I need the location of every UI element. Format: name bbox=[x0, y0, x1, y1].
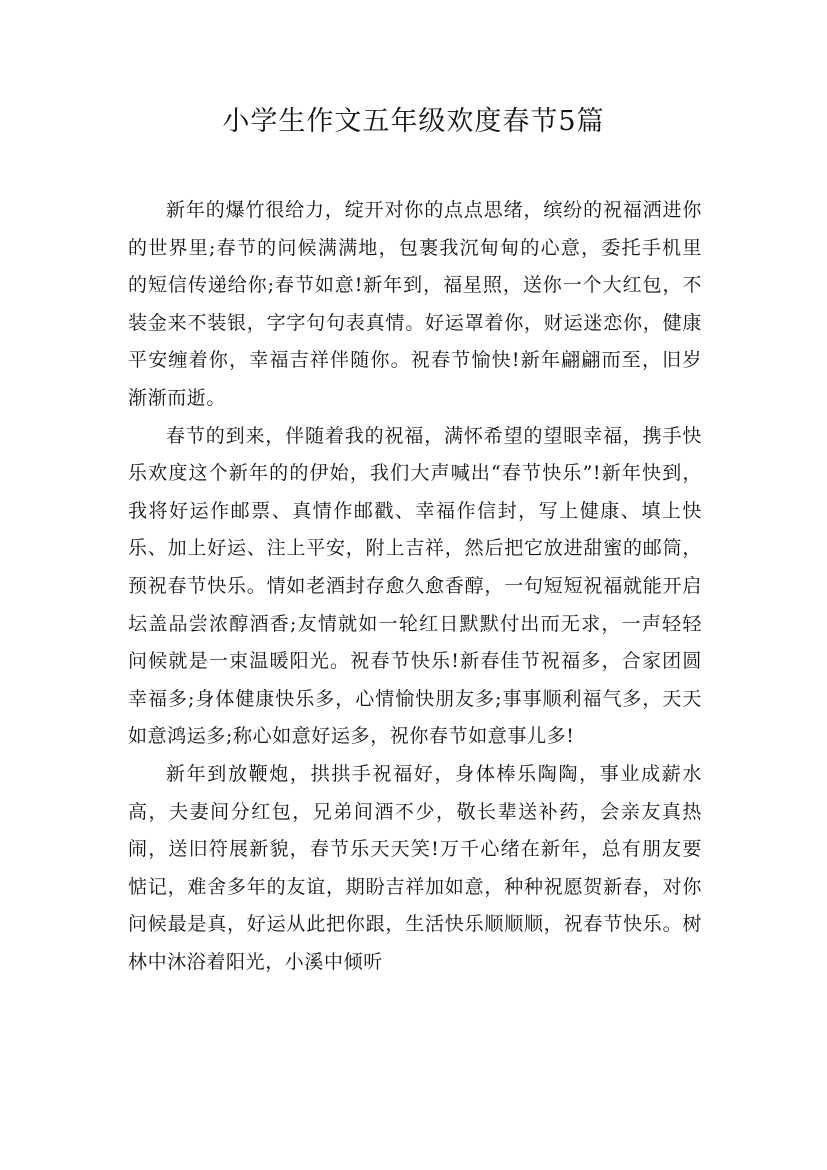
document-title: 小学生作文五年级欢度春节5篇 bbox=[222, 106, 605, 137]
paragraph-3: 新年到放鞭炮，拱拱手祝福好，身体棒乐陶陶，事业成薪水高，夫妻间分红包，兄弟间酒不少，敬长辈送补药，会亲友真热闹，送旧符展新貌，春节乐天天笑!万千心绪在新年，总有朋友要惦记，难舍多年的友谊，期盼吉祥加如意，种种祝愿贺新春，对你问候最是真，好运从此把你跟，生活快乐顺顺顺，祝春节快乐。树林中沐浴着阳光，小溪中倾听 bbox=[128, 762, 702, 973]
paragraph-1: 新年的爆竹很给力，绽开对你的点点思绪，缤纷的祝福洒进你的世界里;春节的问候满满地，包裹我沉甸甸的心意，委托手机里的短信传递给你;春节如意!新年到，福星照，送你一个大红包，不装金来不装银，字字句句表真情。好运罩着你，财运迷恋你，健康平安缠着你，幸福吉祥伴随你。祝春节愉快!新年翩翩而至，旧岁渐渐而逝。 bbox=[128, 199, 702, 409]
document-body bbox=[128, 192, 702, 981]
paragraph-2: 春节的到来，伴随着我的祝福，满怀希望的望眼幸福，携手快乐欢度这个新年的的伊始，我们大声喊出“春节快乐”!新年快到，我将好运作邮票、真情作邮戳、幸福作信封，写上健康、填上快乐、加上好运、注上平安，附上吉祥，然后把它放进甜蜜的邮筒，预祝春节快乐。情如老酒封存愈久愈香醇，一句短短祝福就能开启坛盖品尝浓醇酒香;友情就如一轮红日默默付出而无求，一声轻轻问候就是一束温暖阳光。祝春节快乐!新春佳节祝福多，合家团圆幸福多;身体健康快乐多，心情愉快朋友多;事事顺利福气多，天天如意鸿运多;称心如意好运多，祝你春节如意事儿多! bbox=[128, 424, 702, 748]
